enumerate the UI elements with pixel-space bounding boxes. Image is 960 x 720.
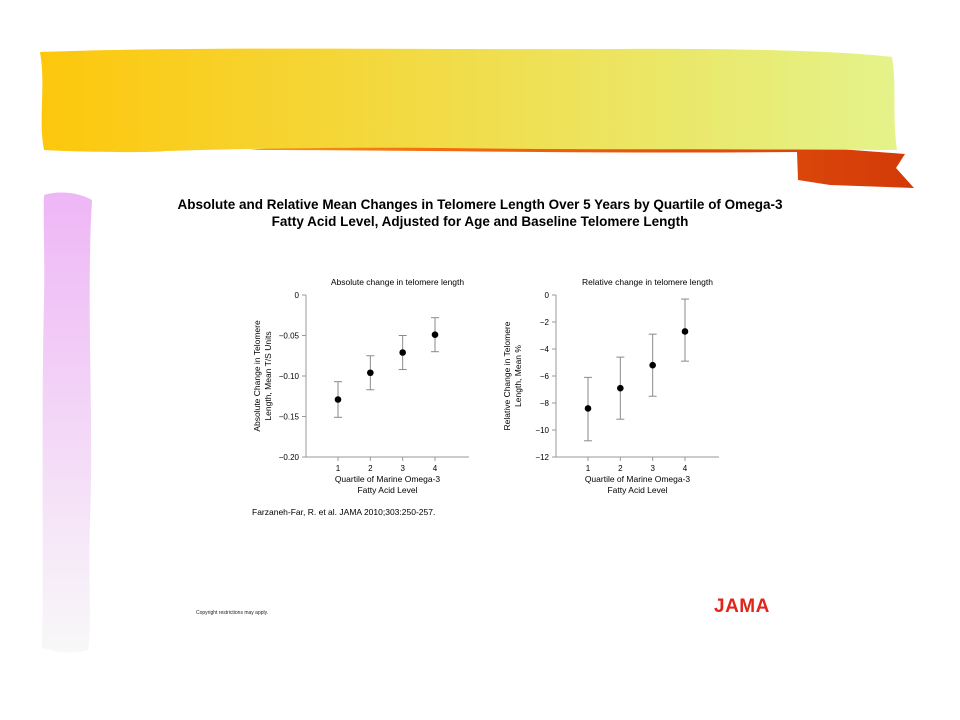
y-axis-label-line-1: Relative Change in Telomere bbox=[502, 321, 512, 431]
y-tick-label: −4 bbox=[539, 345, 549, 354]
data-point bbox=[682, 328, 689, 335]
y-tick-label: 0 bbox=[544, 291, 549, 300]
chart-title: Absolute change in telomere length bbox=[330, 277, 465, 287]
x-tick-label: 1 bbox=[335, 464, 341, 473]
y-axis-label-line-1: Absolute Change in Telomere bbox=[252, 320, 262, 432]
citation: Farzaneh-Far, R. et al. JAMA 2010;303:250-257. bbox=[252, 507, 436, 517]
x-tick-label: 3 bbox=[400, 464, 405, 473]
x-axis-label-line-1: Quartile of Marine Omega-3 bbox=[584, 474, 691, 484]
y-tick-label: −10 bbox=[535, 426, 549, 435]
x-tick-label: 3 bbox=[650, 464, 655, 473]
x-tick-label: 1 bbox=[585, 464, 591, 473]
data-point bbox=[335, 396, 342, 403]
x-tick-label: 4 bbox=[432, 464, 438, 473]
y-tick-label: −0.15 bbox=[278, 412, 299, 422]
data-point bbox=[432, 331, 439, 338]
x-tick-label: 2 bbox=[618, 464, 623, 473]
figure-title bbox=[150, 196, 810, 230]
jama-logo: JAMA bbox=[714, 596, 770, 617]
data-point bbox=[617, 385, 624, 392]
data-point bbox=[585, 405, 592, 412]
y-tick-label: −2 bbox=[539, 318, 549, 327]
data-point bbox=[399, 349, 406, 356]
relative-change-chart bbox=[490, 270, 730, 505]
x-axis-label-line-2: Fatty Acid Level bbox=[607, 485, 668, 495]
absolute-change-chart bbox=[240, 270, 480, 505]
data-point bbox=[649, 362, 656, 369]
left-bar-shape bbox=[42, 193, 92, 653]
figure-title-line-2: Fatty Acid Level, Adjusted for Age and Baseline Telomere Length bbox=[271, 214, 689, 229]
y-tick-label: −8 bbox=[539, 399, 549, 408]
copyright-notice: Copyright restrictions may apply. bbox=[196, 610, 269, 616]
figure-title-line-1: Absolute and Relative Mean Changes in Telomere Length Over 5 Years by Quartile of Omega-3 bbox=[177, 197, 783, 212]
y-tick-label: −0.10 bbox=[278, 372, 299, 381]
chart-title: Relative change in telomere length bbox=[582, 277, 713, 287]
y-tick-label: −12 bbox=[535, 453, 549, 462]
y-tick-label: −0.05 bbox=[278, 331, 299, 341]
x-tick-label: 2 bbox=[368, 464, 373, 473]
y-tick-label: −0.20 bbox=[278, 453, 299, 462]
x-axis-label-line-2: Fatty Acid Level bbox=[357, 485, 418, 495]
x-tick-label: 4 bbox=[682, 464, 688, 473]
y-axis-label-line-2: Length, Mean % bbox=[513, 345, 523, 407]
banner-shape bbox=[40, 49, 897, 152]
y-tick-label: −6 bbox=[539, 372, 549, 381]
x-axis-label-line-1: Quartile of Marine Omega-3 bbox=[334, 474, 441, 484]
y-axis-label-line-2: Length, Mean T/S Units bbox=[263, 331, 273, 421]
data-point bbox=[367, 369, 374, 376]
y-tick-label: 0 bbox=[294, 291, 299, 300]
